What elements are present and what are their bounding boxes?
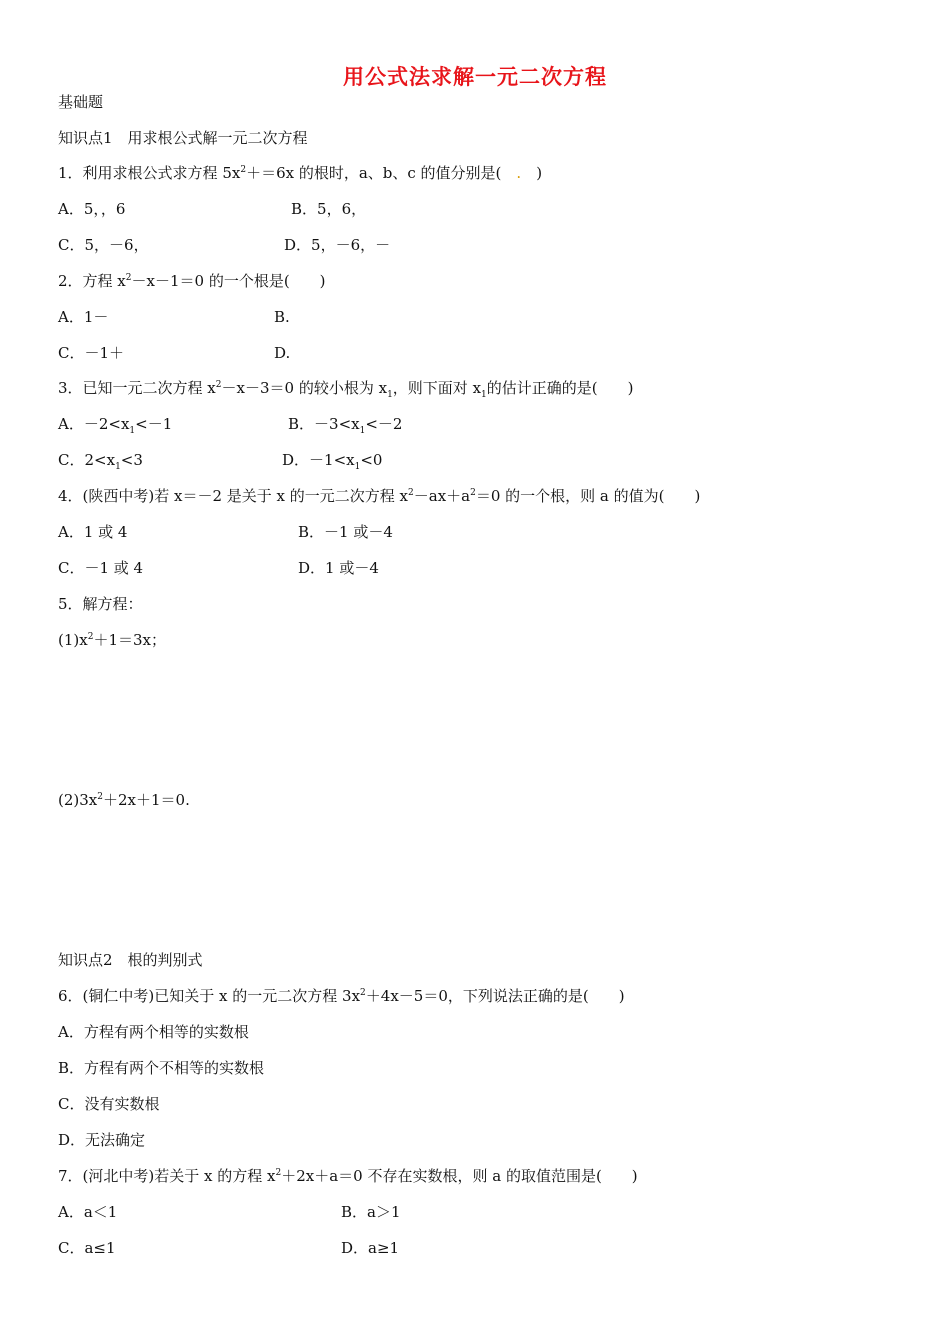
q7-option-a: A．a＜1 [58,1203,118,1221]
q7-option-b: B．a＞1 [341,1203,401,1221]
q6-option-c: C．没有实数根 [58,1095,160,1113]
knowledge-point-2: 知识点2 根的判别式 [58,951,203,969]
q6-option-a: A．方程有两个相等的实数根 [58,1023,249,1041]
q6-option-d: D．无法确定 [58,1131,146,1149]
q2-option-d: D. [274,344,291,362]
question-4: 4．(陕西中考)若 x＝－2 是关于 x 的一元二次方程 $x^2-ax+a^2=0$ 的一个根，则 a 的值为( ) [58,487,701,505]
question-6: 6．(铜仁中考)已知关于 x 的一元二次方程 $3x^2+4x-5=0$，下列说法正确的是( ) [58,987,625,1005]
question-2: 2．方程 $x^2-x-1=0$ 的一个根是( ) [58,272,326,290]
q6-option-b: B．方程有两个不相等的实数根 [58,1059,265,1077]
q3-option-c: C．$2<x_1<3$ [58,451,143,472]
q7-option-d: D．a≥1 [341,1239,400,1257]
q1-option-c: C．5，－6， [58,236,149,254]
q4-option-b: B．－1 或－4 [298,523,393,541]
q4-option-a: A．1 或 4 [58,523,128,541]
q4-option-c: C．－1 或 4 [58,559,144,577]
q3-option-b: B．$-3<x_1<-2$ [288,415,403,436]
page-title: 用公式法求解一元二次方程 [343,65,607,89]
q7-option-c: C．a≤1 [58,1239,116,1257]
q2-option-b: B. [274,308,290,326]
q2-option-c: C．－1＋ [58,344,125,362]
q2-option-a: A．1－ [58,308,109,326]
question-7: 7．(河北中考)若关于 x 的方程 $x^2+2x+a=0$ 不存在实数根，则 a 的取值范围是( ) [58,1167,638,1185]
q1-option-b: B．5，6， [291,200,367,218]
question-1: 1．利用求根公式求方程 $5x^2+=6x$ 的根时，a、b、c 的值分别是( . ) [58,164,543,182]
q3-option-a: A．$-2<x_1<-1$ [58,415,173,436]
q5-part-2: $(2)3x^2+2x+1=0$. [58,791,190,809]
knowledge-point-1: 知识点1 用求根公式解一元二次方程 [58,129,308,147]
q3-option-d: D．$-1<x_1<0$ [282,451,383,472]
q1-option-a: A．5，，6 [58,200,126,218]
q1-option-d: D．5，－6，－ [284,236,391,254]
q4-option-d: D．1 或－4 [298,559,379,577]
q5-part-1: $(1)x^2+1=3x$； [58,631,166,649]
section-basic: 基础题 [58,93,104,111]
question-5: 5．解方程： [58,595,143,613]
question-3: 3．已知一元二次方程 $x^2-x-3=0$ 的较小根为 $x_1$，则下面对 $x_1$的估计正确的是( ) [58,379,634,400]
